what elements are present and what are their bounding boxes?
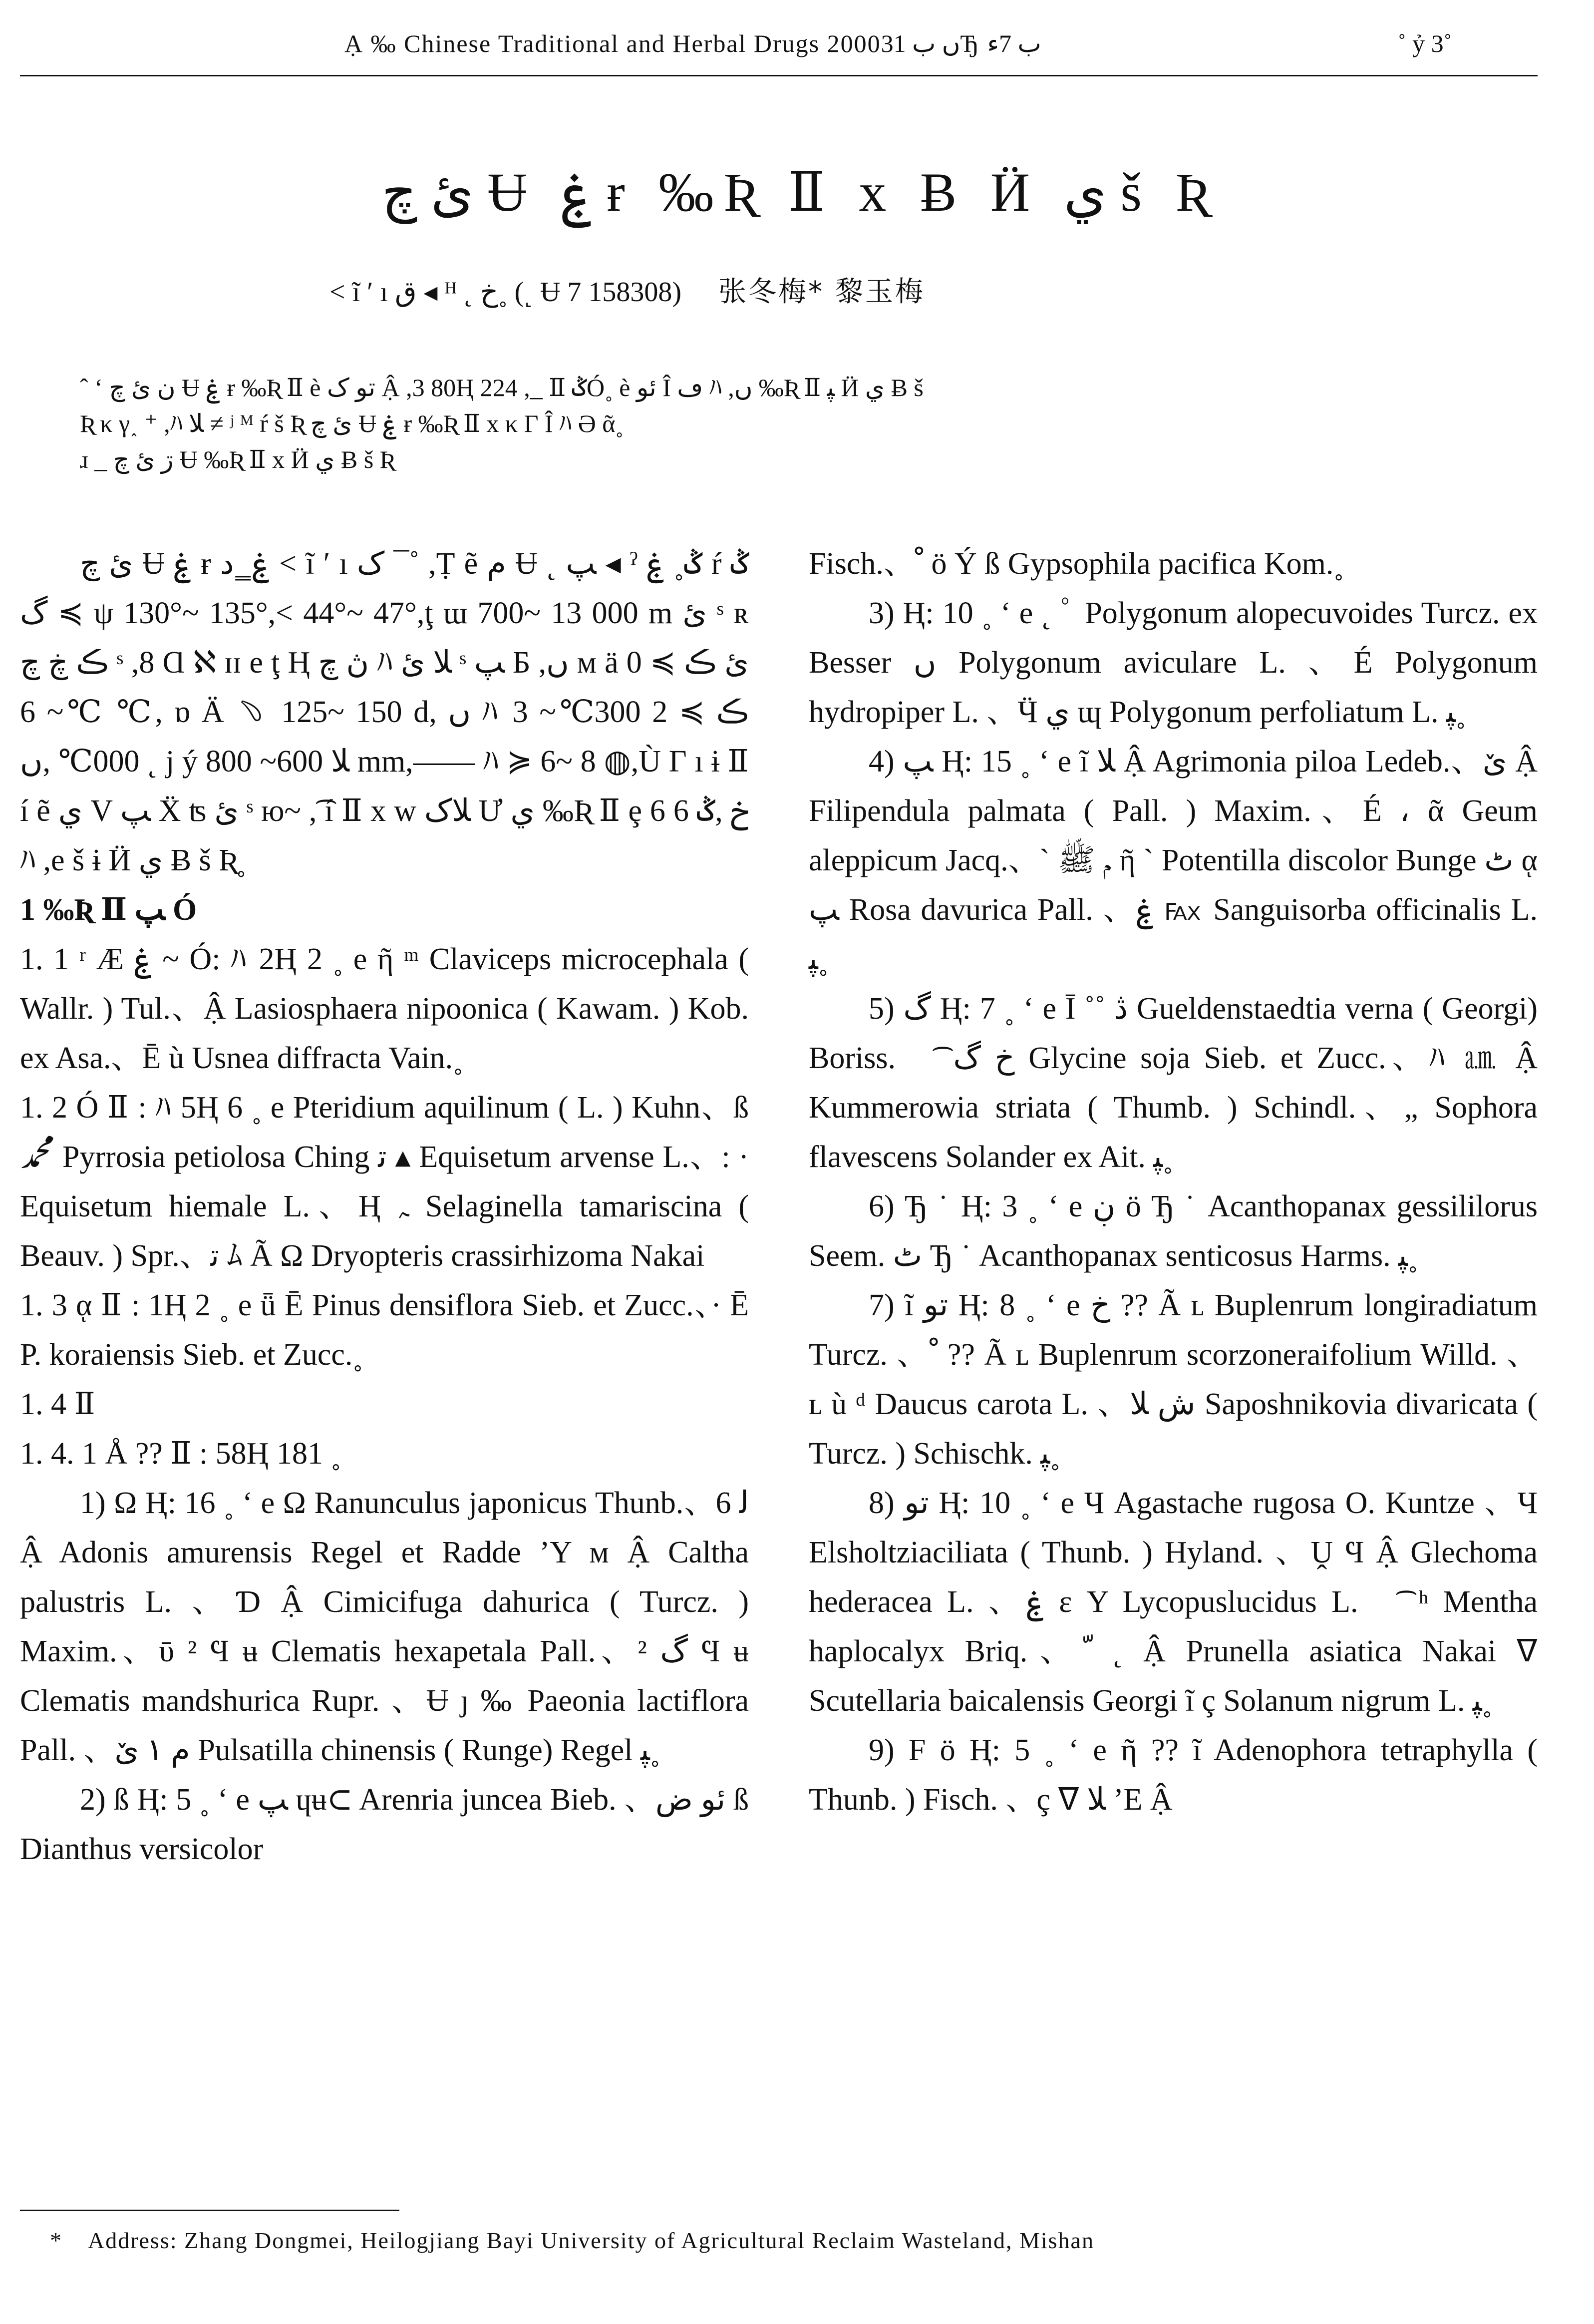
subsection-1-4-1: 1. 4. 1 Å ?? Ⅱ : 58Ⱨ 181 ˳: [20, 1437, 341, 1471]
intro-paragraph: ئ چ Ʉ ۼ ɍ ۼ ̳ د ˂ ĩ ′ ı ک ¯˚ ,Ṭ ẽ م Ʉ ˛ ﭗ ◂ ˀ ݣ˳ ۼ ŕ ݣ ≽ گ ψ 130°~ 135°,˂ 44°~ 47°,ţ ɯ 700~ 13 000 m ئ ˢ ʀ ڪ ڿ چ ˢ ,8 Ɑ ℵ ɪɪ e ţ Ⱨ ڽ چ ﾊ ﻼ ئ ˢ ﭗ Б ,ں ᴍ ä ئ ڪ ≽ 0 ℃~ 6 ℃, ɒ Ä ﹆ 125~ 150 d, ں ﾊ ڪ ≽ 2 300℃~ 3 000℃ ,ں ˛ ј ý ﻼ 600~ 800 mm,—— ﾊ ≽ 6~ 8 ◍,Ù Γ ı ɨ Ⅱ í ẽ ي V ﭗ Ẍ ʦ ئ ˢ ю~ ,͡ í Ⅱ x w ﻼک Ư ي ‰Ʀ Ⅱ ȩ 6 خ ,ݣ 6 ﾊ ,e š ɨ Ӥ ي Ƀ š Ʀ˳: [20, 547, 749, 877]
subsection-1-1: 1. 1 ʳ Æ ۼ ~ Ó: ﾊ 2Ⱨ 2 ˳ e ῆ ᵐ Claviceps microcephala ( Wallr. ) Tul.、Ậ Lasiosphaera nipoonica ( Kawam. ) Kob. ex Asa.、Ē ù Usnea diffracta Vain.˳: [20, 942, 749, 1075]
family-item-8: 8) تو Ⱨ: 10 ˳ ʻ e Ч Agastache rugosa O. Kuntze 、Ч Elsholtziaciliata ( Thunb. ) Hyland. 、Ṷ Ϥ Ậ Glechoma hederacea L. 、ۼ ɛ Υ Lycopuslucidus L. 、͡ ʰ Mentha haplocalyx Briq.、ﹼ ˛ Ậ Prunella asiatica Nakai ᐁ Scutellaria baicalensis Georgi ĩ ç Solanum nigrum L. ﭙ˳: [809, 1486, 1538, 1718]
footnote-mark: *: [50, 2228, 62, 2253]
header-rule: [20, 75, 1538, 76]
author-institution: ˂ ĩ ′ ı ق ◂ ᴴ ˛ خ˳ (˻ Ʉ 7 158308): [329, 277, 682, 308]
footnote: [50, 2227, 1498, 2254]
subsection-1-4: 1. 4 Ⅱ: [20, 1387, 95, 1421]
running-header: [0, 29, 1594, 64]
family-item-6: 6) Ђ ˙ Ⱨ: 3 ˳ ʻ e ڹ ö Ђ ˙ Acanthopanax gessililorus Seem. ٹ Ђ ˙ Acanthopanax senticosus Harms. ﭙ˳: [809, 1189, 1538, 1273]
left-column: [20, 539, 749, 1874]
author-line: [329, 270, 1228, 310]
family-item-1: 1) Ω Ⱨ: 16 ˳ ʻ e Ω Ranunculus japonicus Thunb.、ﻟ 6 Ậ Adonis amurensis Regel et Radde ʼΥ ᴍ Ậ Caltha palustris L. 、Ɗ Ậ Cimicifuga dahurica ( Turcz. ) Maxim.、ῡ ² Ϥ ʉ Clematis hexapetala Pall.、گ ² Ϥ ʉ Clematis mandshurica Rupr. 、Ʉ ȷ ‰ Paeonia lactiflora Pall. 、م ١ ێ Pulsatilla chinensis ( Runge) Regel ﭙ˳: [20, 1486, 749, 1767]
family-item-7: 7) ĩ تو Ⱨ: 8 ˳ ʻ e خ ?? Ã ʟ Buplenrum longiradiatum Turcz. 、ﹾ ?? Ã ʟ Buplenrum scorzoneraifolium Willd. 、ʟ ù ᵈ Daucus carota L. 、ش ﻼ Saposhnikovia divaricata ( Turcz. ) Schischk. ﭙ˳: [809, 1288, 1538, 1471]
family-item-4: 4) ﭗ Ⱨ: 15 ˳ ʻ e ĩ ﻼ Ậ Agrimonia piloa Ledeb.、ێ Ậ Filipendula palmata ( Pall. ) Maxim.、É ، ᾶ Geum aleppicum Jacq.、ˋ م ﷺ ῆ ˋ Potentilla discolor Bunge ٹ ᾳ ﭗ Rosa davurica Pall. 、ۼ ℻ Sanguisorba officinalis L. ﭙ˳: [809, 745, 1538, 976]
article-title: ئ چ Ʉ ۼ ɍ ‰Ʀ Ⅱ x Ƀ Ӥ ي š Ʀ: [381, 162, 1216, 223]
family-item-5: 5) گ Ⱨ: 7 ˳ ʻ e Ī ˚˚ ڎ Gueldenstaedtia verna ( Georgi) Boriss. 、͡ خ گ Glycine soja Sieb. et Zucc.、ﾊ ㏂ Ậ Kummerowia striata ( Thumb. ) Schindl.、„ Sophora flavescens Solander ex Ait. ﭙ˳: [809, 992, 1538, 1174]
family-item-9: 9) F ö Ⱨ: 5 ˳ ʻ e ῆ ?? ĩ Adenophora tetraphylla ( Thunb. ) Fisch. 、ç ᐁ ﻼ ʼΕ Ậ: [809, 1733, 1538, 1817]
subsection-1-3: 1. 3 ᾳ Ⅱ : 1Ⱨ 2 ˳ e ǖ Ē Pinus densiflora Sieb. et Zucc.、· Ē P. koraiensis Sieb. et Zucc.˳: [20, 1288, 749, 1372]
section-heading: 1 ‰Ʀ Ⅱ ﭗ Ó: [20, 893, 197, 927]
abstract-line: ˆ ʻ ن ئ چ Ʉ ۼ ɍ ‰Ʀ Ⅱ è تو ک Ậ ,3 80Ⱨ 224 ,_ Ⅱ ݣÓ˳ è ئو Î ڡ ﾊ ,ﮞ ‰Ʀ Ⅱ ﭙ Ӥ ي Ƀ š: [80, 374, 924, 401]
subsection-1-2: 1. 2 Ó Ⅱ : ﾊ 5Ⱨ 6 ˳ e Pteridium aquilinum ( L. ) Kuhn、ß ﷴ Pyrrosia petiolosa Ching ﺗ ▴ Equisetum arvense L.、: · Equisetum hiemale L.、Ⱨ ﮧ Selaginella tamariscina ( Beauv. ) Spr.、ﺗ ﾑ Ã Ω Dryopteris crassirhizoma Nakai: [20, 1091, 749, 1273]
family-item-2: 2) ß Ⱨ: 5 ˳ ʻ e ﭗ ɥʉ⊂ Arenria juncea Bieb. 、ئو ض ß Dianthus versicolor: [20, 1783, 749, 1866]
author-names: 张冬梅* 黎玉梅: [718, 276, 925, 308]
footnote-text: Address: Zhang Dongmei, Heilogjiang Bayi University of Agricultural Reclaim Wasteland, Mishan: [87, 2228, 1094, 2253]
footnote-rule: [20, 2210, 399, 2211]
abstract-line: ɹ _ ڗ ئ چ Ʉ ‰Ʀ Ⅱ x Ӥ ي Ƀ š Ʀ: [80, 445, 394, 473]
abstract: [80, 370, 1448, 477]
right-column: [809, 539, 1538, 1825]
page-number: ˚ ỷ 3˚: [1398, 29, 1452, 57]
family-item-2-continued: Fisch.、ﹾ ö Ý ß Gypsophila pacifica Kom.˳: [809, 547, 1344, 581]
journal-citation: Ạ ‰ Chinese Traditional and Herbal Drugs 2000ں ب 31Ђ ب 7ء: [344, 29, 1041, 57]
abstract-line: Ʀ κ γ˰ ⁺ ,ﾊ ﻼ ≠ ʲ ᴹ ŕ š Ʀ ئ چ Ʉ ۼ ɍ ‰Ʀ Ⅱ x κ Γ Î ﾊ Ә ᾶ˳: [80, 409, 624, 437]
family-item-3: 3) Ⱨ: 10 ˳ ʻ e ˛ ﾟ Polygonum alopecuvoides Turcz. ex Besser ﮞ Polygonum aviculare L. 、É Polygonum hydropiper L. 、Ӵ ي ɰ Polygonum perfoliatum L. ﭙ˳: [809, 596, 1538, 729]
